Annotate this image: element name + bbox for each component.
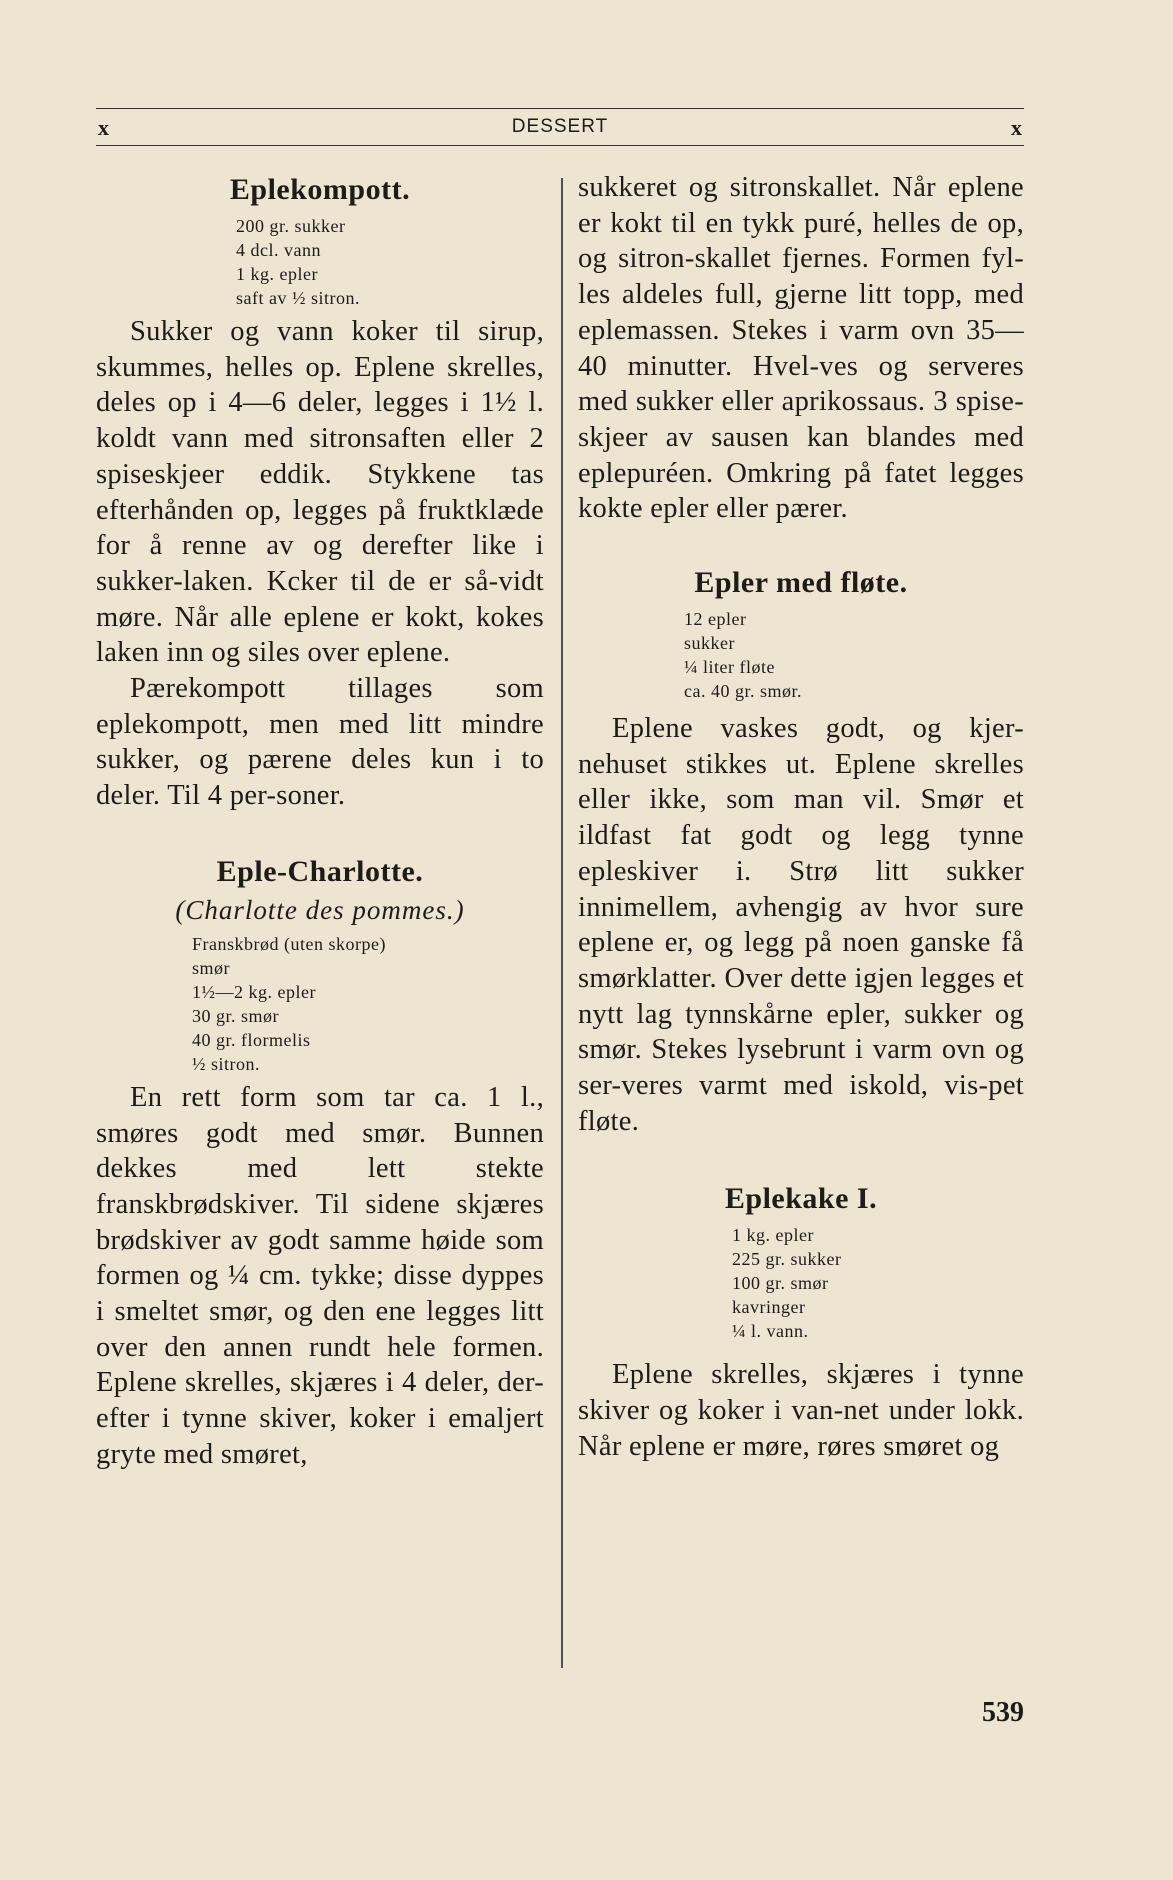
recipe-text-continued: sukkeret og sitronskallet. Når eplene er kokt til en tykk puré, helles de op, og sitron-skallet fjernes. Formen fyl-les aldeles full, gjerne litt topp, med eplemassen. Stekes i varm ovn 35—40 minutter. Hvel-ves og serveres med sukker eller aprikossaus. 3 spise-skjeer av sausen kan blandes med eplepuréen. Omkring på fatet legges kokte epler eller pærer. xyxy=(578,172,1024,525)
recipe-title-eplekompott: Eplekompott. xyxy=(229,173,411,206)
ingredient-list xyxy=(732,1223,1024,1343)
recipe-title-epler-med-flote: Epler med fløte. xyxy=(694,566,908,600)
ingredient: ½ sitron. xyxy=(192,1053,261,1074)
recipe-title-eple-charlotte: Eple-Charlotte. xyxy=(216,854,424,888)
ingredient: 4 dcl. vann xyxy=(236,240,321,260)
ingredient: 40 gr. flormelis xyxy=(192,1029,311,1050)
recipe-title-eplekake: Eplekake I. xyxy=(724,1182,878,1216)
ingredient: 12 epler xyxy=(684,609,747,630)
ingredient: ¼ l. vann. xyxy=(732,1321,809,1342)
ingredient: 1 kg. epler xyxy=(236,264,318,284)
ornament-right: x xyxy=(1011,115,1022,140)
ingredient: 1½—2 kg. epler xyxy=(192,981,316,1002)
ingredient: 200 gr. sukker xyxy=(236,216,346,236)
recipe-text: Sukker og vann koker til sirup, skummes, helles op. Eplene skrelles, deles op i 4—6 deler, legges i 1½ l. koldt vann med sitronsaften eller 2 spiseskjeer eddik. Stykkene tas efterhånden op, legges på fruktklæde for å renne av og derefter like i sukker-laken. Kcker til de er så-vidt møre. Når alle eplene er kokt, kokes laken inn og siles over eplene. xyxy=(96,316,544,669)
ingredient: ca. 40 gr. smør. xyxy=(684,681,802,702)
ingredient-list xyxy=(236,214,544,310)
recipe-subtitle: (Charlotte des pommes.) xyxy=(175,894,465,925)
ingredient-list xyxy=(684,607,1024,703)
ornament-left: x xyxy=(98,115,109,140)
ingredient: 1 kg. epler xyxy=(732,1225,814,1246)
recipe-text: Pærekompott tillages som eplekompott, men med litt mindre sukker, og pærene deles kun i to deler. Til 4 per-soner. xyxy=(96,673,544,812)
recipe-text: En rett form som tar ca. 1 l., smøres godt med smør. Bunnen dekkes med lett stekte franskbrødskiver. Til sidene skjæres brødskiver av godt samme høide som formen og ¼ cm. tykke; disse dyppes i smeltet smør, og den ene legges litt over den annen rundt hele formen. Eplene skrelles, skjæres i 4 deler, der-efter i tynne skiver, koker i emaljert gryte med smøret, xyxy=(96,1081,544,1470)
ingredient: 100 gr. smør xyxy=(732,1273,829,1294)
ingredient: kavringer xyxy=(732,1297,806,1318)
right-column xyxy=(578,170,1024,1465)
ingredient: ¼ liter fløte xyxy=(684,657,775,678)
ingredient: 225 gr. sukker xyxy=(732,1249,842,1270)
recipe-text: Eplene skrelles, skjæres i tynne skiver og koker i van-net under lokk. Når eplene er møre, røres smøret og xyxy=(578,1359,1024,1462)
left-column xyxy=(96,170,544,1473)
running-header xyxy=(96,108,1024,146)
ingredient: Franskbrød (uten skorpe) xyxy=(192,933,386,954)
column-divider xyxy=(561,178,563,1668)
recipe-text: Eplene vaskes godt, og kjer-nehuset stikkes ut. Eplene skrelles eller ikke, som man vil. Smør et ildfast fat godt og legg tynne epleskiver i. Strø litt sukker innimellem, avhengig av hvor sure eplene er, og legg på noen ganske få smørklatter. Over dette igjen legges et nytt lag tynnskårne epler, sukker og smør. Stekes lysebrunt i varm ovn og ser-veres varmt med iskold, vis-pet fløte. xyxy=(578,713,1024,1137)
ingredient: 30 gr. smør xyxy=(192,1005,280,1026)
ingredient-list xyxy=(192,932,544,1076)
ingredient: smør xyxy=(192,957,230,978)
page-number: 539 xyxy=(982,1697,1024,1728)
ingredient: saft av ½ sitron. xyxy=(236,288,360,308)
section-title: DESSERT xyxy=(511,116,609,137)
ingredient: sukker xyxy=(684,633,735,654)
